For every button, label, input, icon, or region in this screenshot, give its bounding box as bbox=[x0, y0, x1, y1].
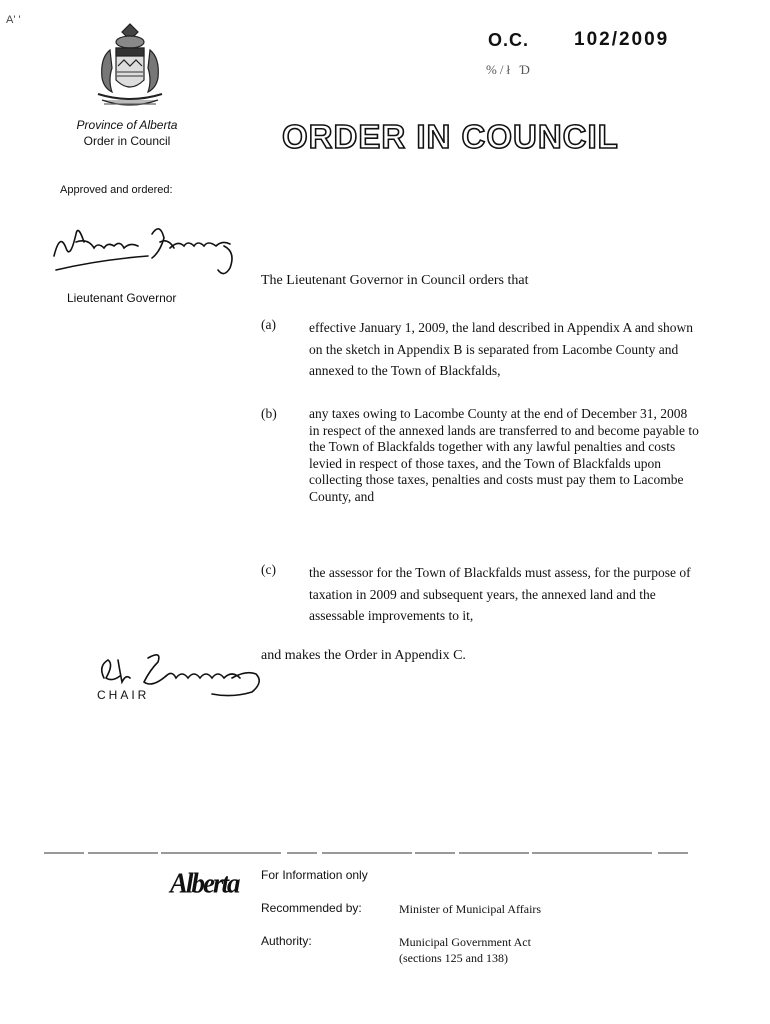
authority-sections: (sections 125 and 138) bbox=[399, 951, 508, 965]
order-item bbox=[261, 317, 701, 382]
chair-label: CHAIR bbox=[97, 688, 150, 702]
oc-label: O.C. bbox=[488, 30, 530, 50]
closing-text: and makes the Order in Appendix C. bbox=[261, 648, 466, 663]
recommended-by-label: Recommended by: bbox=[261, 901, 362, 915]
item-text: any taxes owing to Lacombe County at the end of December 31, 2008 in respect of the annexed lands are transferred to and become payable to the Town of Blackfalds together with any lawful penalties and costs levied in respect of those taxes, and the Town of Blackfalds upon collecting those taxes, penalties and costs must pay them to Lacombe County, and bbox=[309, 406, 699, 504]
scan-artifact: A' ' bbox=[6, 14, 21, 26]
authority-label: Authority: bbox=[261, 934, 312, 948]
approved-text: Approved and ordered: bbox=[60, 184, 173, 196]
intro-text: The Lieutenant Governor in Council orders that bbox=[261, 273, 529, 288]
for-information-label: For Information only bbox=[261, 868, 368, 882]
authority-act: Municipal Government Act bbox=[399, 935, 531, 949]
oc-number: 102/2009 bbox=[574, 29, 670, 50]
item-text: the assessor for the Town of Blackfalds must assess, for the purpose of taxation in 2009 and subsequent years, the annexed land and the assessable improvements to it, bbox=[309, 565, 691, 623]
footer-divider bbox=[44, 850, 688, 856]
province-subtitle: Order in Council bbox=[83, 134, 171, 148]
order-item bbox=[261, 406, 701, 505]
alberta-logo: Alberta bbox=[170, 867, 239, 899]
item-mark: (a) bbox=[261, 317, 276, 332]
recommended-by-value: Minister of Municipal Affairs bbox=[399, 902, 542, 916]
coat-of-arms-icon bbox=[84, 22, 176, 118]
item-text: effective January 1, 2009, the land described in Appendix A and shown on the sketch in Appendix B is separated from Lacombe County and annexed to the Town of Blackfalds, bbox=[309, 320, 694, 378]
lieutenant-governor-label: Lieutenant Governor bbox=[67, 291, 177, 305]
document-title: ORDER IN COUNCIL bbox=[282, 118, 619, 155]
registration-stamp: %/ł Ɗ bbox=[486, 62, 533, 77]
item-mark: (b) bbox=[261, 406, 277, 421]
item-mark: (c) bbox=[261, 562, 276, 577]
lieutenant-governor-signature bbox=[48, 212, 248, 282]
province-name: Province of Alberta bbox=[76, 118, 178, 132]
order-item bbox=[261, 562, 701, 627]
